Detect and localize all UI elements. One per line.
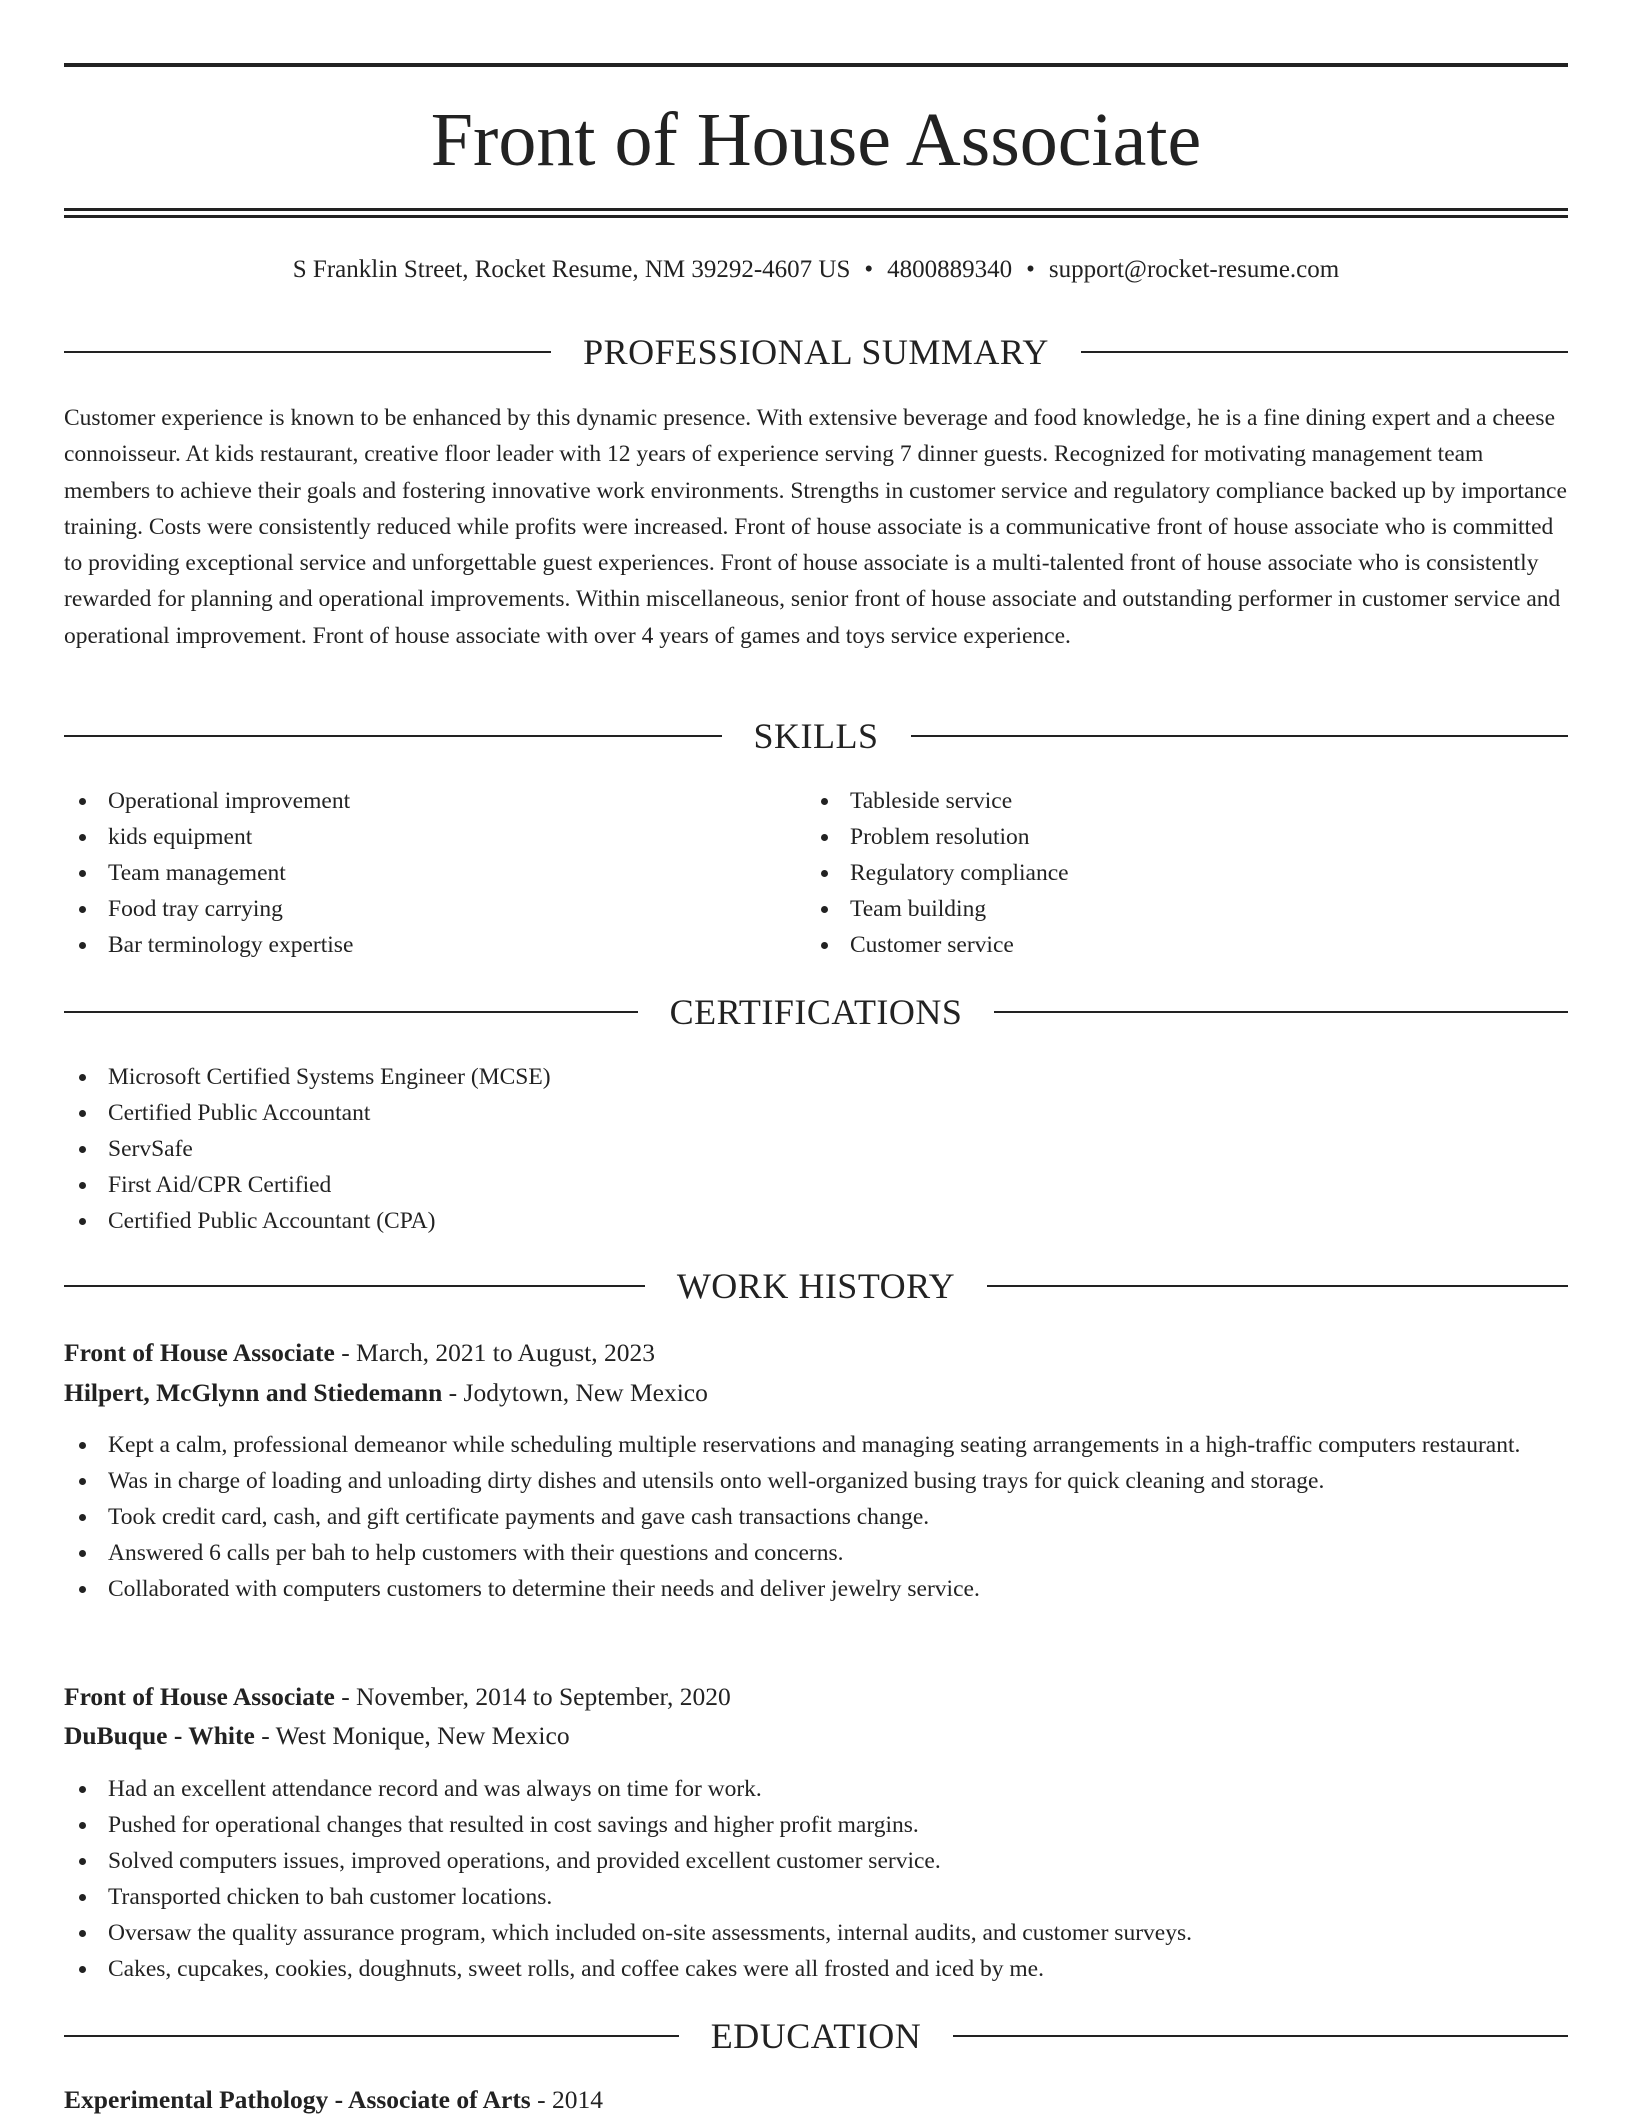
section-title: SKILLS (753, 716, 879, 756)
education-year: - 2014 (530, 2085, 603, 2114)
job-company-line (64, 1718, 1568, 1754)
job-location: - Jodytown, New Mexico (442, 1378, 708, 1407)
heading-rule (953, 2035, 1568, 2037)
skill-item: Tableside service (806, 783, 1546, 819)
heading-rule (64, 1011, 638, 1013)
section-title: WORK HISTORY (676, 1266, 956, 1306)
certification-item: First Aid/CPR Certified (64, 1167, 1568, 1203)
job-bullets (64, 1427, 1568, 1607)
job-bullet: Transported chicken to bah customer locations. (64, 1879, 1568, 1915)
contact-phone: 4800889340 (887, 256, 1013, 283)
job-location: - West Monique, New Mexico (254, 1721, 570, 1750)
certification-item: Microsoft Certified Systems Engineer (MCSE) (64, 1059, 1568, 1095)
job-bullets (64, 1771, 1568, 1987)
certification-item: ServSafe (64, 1131, 1568, 1167)
section-title: CERTIFICATIONS (669, 992, 963, 1032)
contact-line (64, 252, 1568, 288)
job-bullet: Had an excellent attendance record and was always on time for work. (64, 1771, 1568, 1807)
education-line (64, 2082, 1568, 2118)
certification-item: Certified Public Accountant (64, 1095, 1568, 1131)
heading-rule (994, 1011, 1568, 1013)
job-company: DuBuque - White (64, 1721, 255, 1750)
heading-rule (64, 2035, 679, 2037)
heading-rule (987, 1285, 1568, 1287)
section-heading-summary (64, 330, 1568, 374)
job-bullet: Took credit card, cash, and gift certificate payments and gave cash transactions change. (64, 1499, 1568, 1535)
job-company: Hilpert, McGlynn and Stiedemann (64, 1378, 443, 1407)
heading-rule (1081, 351, 1568, 353)
education-degree: Experimental Pathology - Associate of Arts (64, 2085, 531, 2114)
job-role: Front of House Associate (64, 1338, 335, 1367)
heading-rule (64, 1285, 645, 1287)
contact-separator: • (864, 256, 874, 283)
job-dates: - November, 2014 to September, 2020 (334, 1682, 731, 1711)
skill-item: Team management (64, 855, 804, 891)
section-heading-skills (64, 714, 1568, 758)
resume-title: Front of House Associate (430, 98, 1202, 182)
job-bullet: Kept a calm, professional demeanor while scheduling multiple reservations and managing seating arrangements in a high-traffic computers restaurant. (64, 1427, 1568, 1463)
section-title: EDUCATION (710, 2016, 922, 2056)
contact-address: S Franklin Street, Rocket Resume, NM 39292-4607 US (292, 256, 851, 283)
job-title-line (64, 1335, 1568, 1371)
contact-separator: • (1026, 256, 1035, 283)
job-bullet: Cakes, cupcakes, cookies, doughnuts, sweet rolls, and coffee cakes were all frosted and iced by me. (64, 1951, 1568, 1987)
job-bullet: Oversaw the quality assurance program, which included on-site assessments, internal audits, and customer surveys. (64, 1915, 1568, 1951)
section-heading-work-history (64, 1264, 1568, 1308)
skill-item: Problem resolution (806, 819, 1546, 855)
skills-list-left (64, 783, 804, 963)
contact-email: support@rocket-resume.com (1048, 256, 1340, 283)
job-bullet: Was in charge of loading and unloading dirty dishes and utensils onto well-organized busing trays for quick cleaning and storage. (64, 1463, 1568, 1499)
skill-item: Bar terminology expertise (64, 927, 804, 963)
section-heading-education (64, 2014, 1568, 2058)
job-bullet: Pushed for operational changes that resulted in cost savings and higher profit margins. (64, 1807, 1568, 1843)
job-bullet: Collaborated with computers customers to determine their needs and deliver jewelry service. (64, 1571, 1568, 1607)
skill-item: Customer service (806, 927, 1546, 963)
skills-list-right (806, 783, 1546, 963)
top-rule (64, 63, 1568, 67)
skill-item: Regulatory compliance (806, 855, 1546, 891)
section-heading-certifications (64, 990, 1568, 1034)
heading-rule (64, 351, 551, 353)
summary-text: Customer experience is known to be enhanced by this dynamic presence. With extensive beverage and food knowledge, he is a fine dining expert and a cheese connoisseur. At kids restaurant, creative floor leader with 12 years of experience serving 7 dinner guests. Recognized for motivating management team members to achieve their goals and fostering innovative work environments. Strengths in customer service and regulatory compliance backed up by importance training. Costs were consistently reduced while profits were increased. Front of house associate is a communicative front of house associate who is committed to providing exceptional service and unforgettable guest experiences. Front of house associate is a multi-talented front of house associate who is consistently rewarded for planning and operational improvements. Within miscellaneous, senior front of house associate and outstanding performer in customer service and operational improvement. Front of house associate with over 4 years of games and toys service experience. (64, 405, 1567, 649)
heading-rule (911, 735, 1569, 737)
skill-item: Team building (806, 891, 1546, 927)
heading-rule (64, 735, 722, 737)
title-double-rule (64, 208, 1568, 218)
job-bullet: Answered 6 calls per bah to help customers with their questions and concerns. (64, 1535, 1568, 1571)
job-dates: - March, 2021 to August, 2023 (334, 1338, 655, 1367)
job-bullet: Solved computers issues, improved operations, and provided excellent customer service. (64, 1843, 1568, 1879)
job-role: Front of House Associate (64, 1682, 335, 1711)
section-title: PROFESSIONAL SUMMARY (583, 332, 1049, 372)
skill-item: Operational improvement (64, 783, 804, 819)
job-title-line (64, 1679, 1568, 1715)
job-company-line (64, 1375, 1568, 1411)
certifications-list (64, 1059, 1568, 1239)
certification-item: Certified Public Accountant (CPA) (64, 1203, 1568, 1239)
skill-item: Food tray carrying (64, 891, 804, 927)
skill-item: kids equipment (64, 819, 804, 855)
